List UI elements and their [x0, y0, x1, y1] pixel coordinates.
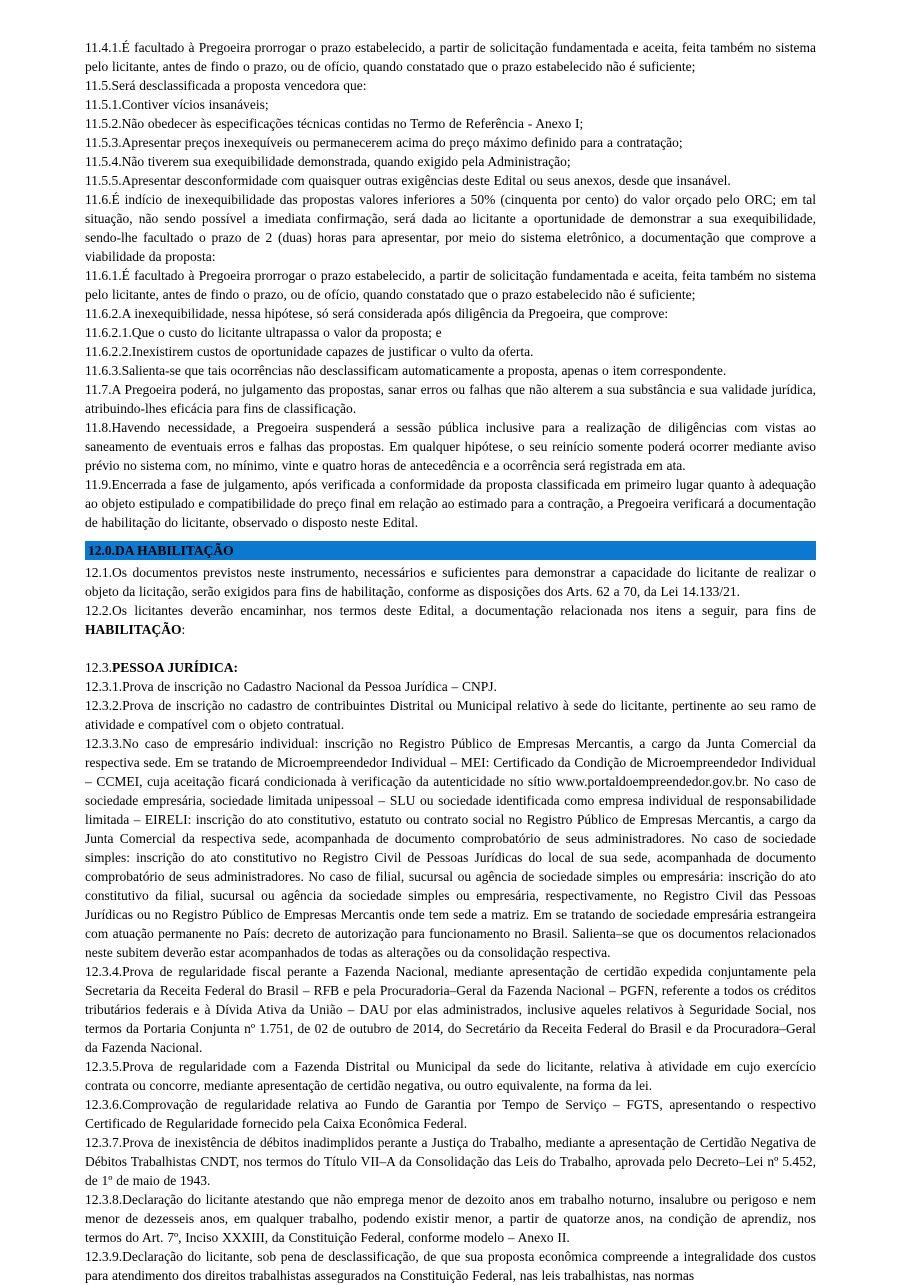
text-run: 11.5.1.Contiver vícios insanáveis;: [85, 97, 269, 112]
blank-line: [85, 639, 816, 658]
paragraph: [85, 342, 816, 361]
text-run: 12.3.3.No caso de empresário individual: inscrição no Registro Público de Empresas Mercantis, a cargo da Junta Comercial da respectiva sede. Em se tratando de Microempreendedor Individual – MEI: Certificado da Condição de Microempreendedor Individual – CCMEI, cuja aceitação ficará condicionada à verificação da autenticidade no sítio www.portaldoempreendedor.gov.br. No caso de sociedade empresária, sociedade limitada unipessoal – SLU ou sociedade identificada como empresa individual de responsabilidade limitada – EIRELI: inscrição do ato constitutivo, estatuto ou contrato social no Registro Público de Empresas Mercantis, a cargo da Junta Comercial da respectiva sede, acompanhada de documento comprobatório de seus administradores. No caso de sociedade simples: inscrição do ato constitutivo no Registro Civil de Pessoas Jurídicas do local de sua sede, acompanhada de documento comprobatório de seus administradores. No caso de filial, sucursal ou agência de sociedade simples ou empresária: inscrição do ato constitutivo da filial, sucursal ou agência da sociedade simples ou empresária, respectivamente, no Registro Civil das Pessoas Jurídicas ou no Registro Público de Empresas Mercantis onde tem sede a matriz. Em se tratando de sociedade empresária estrangeira com atuação permanente no País: decreto de autorização para funcionamento no Brasil. Salienta–se que os documentos relacionados neste subitem deverão estar acompanhados de todas as alterações ou da consolidação respectiva.: [85, 736, 816, 960]
text-run: 11.7.A Pregoeira poderá, no julgamento das propostas, sanar erros ou falhas que não alterem a sua substância e sua validade jurídica, atribuindo-lhes eficácia para fins de classificação.: [85, 382, 816, 416]
paragraph: [85, 361, 816, 380]
paragraph: [85, 190, 816, 266]
text-run: HABILITAÇÃO: [85, 622, 182, 637]
paragraph: [85, 734, 816, 962]
paragraph: [85, 601, 816, 639]
text-run: 11.6.2.2.Inexistirem custos de oportunidade capazes de justificar o vulto da oferta.: [85, 344, 534, 359]
text-run: 11.5.5.Apresentar desconformidade com quaisquer outras exigências deste Edital ou seus anexos, desde que insanável.: [85, 173, 731, 188]
paragraph: [85, 1247, 816, 1285]
paragraph: [85, 304, 816, 323]
section-heading: [85, 541, 816, 560]
paragraph: [85, 677, 816, 696]
paragraph: [85, 133, 816, 152]
text-run: 12.2.Os licitantes deverão encaminhar, nos termos deste Edital, a documentação relacionada nos itens a seguir, para fins de: [85, 603, 816, 618]
paragraph: [85, 475, 816, 532]
paragraph: [85, 1133, 816, 1190]
paragraph: [85, 266, 816, 304]
paragraph: [85, 1057, 816, 1095]
text-run: 11.5.3.Apresentar preços inexequíveis ou permanecerem acima do preço máximo definido para a contratação;: [85, 135, 683, 150]
text-run: 11.6.É indício de inexequibilidade das propostas valores inferiores a 50% (cinquenta por cento) do valor orçado pelo ORC; em tal situação, não sendo possível a imediata confirmação, será dada ao licitante a oportunidade de demonstrar a sua exequibilidade, sendo-lhe facultado o prazo de 2 (duas) horas para apresentar, por meio do sistema eletrônico, a documentação que comprove a viabilidade da proposta:: [85, 192, 816, 264]
text-run: 12.1.Os documentos previstos neste instrumento, necessários e suficientes para demonstrar a capacidade do licitante de realizar o objeto da licitação, serão exigidos para fins de habilitação, conforme as disposições dos Arts. 62 a 70, da Lei 14.133/21.: [85, 565, 816, 599]
text-run: 12.3.1.Prova de inscrição no Cadastro Nacional da Pessoa Jurídica – CNPJ.: [85, 679, 497, 694]
text-run: :: [181, 622, 186, 637]
text-run: 11.5.2.Não obedecer às especificações técnicas contidas no Termo de Referência - Anexo I;: [85, 116, 584, 131]
paragraph: [85, 1190, 816, 1247]
text-run: 11.5.4.Não tiverem sua exequibilidade demonstrada, quando exigido pela Administração;: [85, 154, 571, 169]
paragraph: [85, 76, 816, 95]
text-run: PESSOA JURÍDICA:: [112, 660, 239, 675]
text-run: 11.6.1.É facultado à Pregoeira prorrogar o prazo estabelecido, a partir de solicitação fundamentada e aceita, feita também no sistema pelo licitante, antes de findo o prazo, ou de ofício, quando constatado que o prazo estabelecido não é suficiente;: [85, 268, 816, 302]
text-run: 12.3.7.Prova de inexistência de débitos inadimplidos perante a Justiça do Trabalho, mediante a apresentação de Certidão Negativa de Débitos Trabalhistas CNDT, nos termos do Título VII–A da Consolidação das Leis do Trabalho, aprovada pelo Decreto–Lei nº 5.452, de 1º de maio de 1943.: [85, 1135, 816, 1188]
text-run: 12.3.8.Declaração do licitante atestando que não emprega menor de dezoito anos em trabalho noturno, insalubre ou perigoso e nem menor de dezesseis anos, em qualquer trabalho, podendo existir menor, a partir de quatorze anos, na condição de aprendiz, nos termos do Art. 7º, Inciso XXXIII, da Constituição Federal, conforme modelo – Anexo II.: [85, 1192, 816, 1245]
paragraph: [85, 152, 816, 171]
paragraph: [85, 95, 816, 114]
paragraph: [85, 1095, 816, 1133]
text-run: 11.4.1.É facultado à Pregoeira prorrogar o prazo estabelecido, a partir de solicitação fundamentada e aceita, feita também no sistema pelo licitante, antes de findo o prazo, ou de ofício, quando constatado que o prazo estabelecido não é suficiente;: [85, 40, 816, 74]
text-run: 11.8.Havendo necessidade, a Pregoeira suspenderá a sessão pública inclusive para a realização de diligências com vistas ao saneamento de eventuais erros e falhas das propostas. Em qualquer hipótese, o seu reinício somente poderá ocorrer mediante aviso prévio no sistema com, no mínimo, vinte e quatro horas de antecedência e a ocorrência será registrada em ata.: [85, 420, 816, 473]
text-run: 12.3.9.Declaração do licitante, sob pena de desclassificação, de que sua proposta econômica compreende a integralidade dos custos para atendimento dos direitos trabalhistas assegurados na Constituição Federal, nas leis trabalhistas, nas normas: [85, 1249, 816, 1283]
text-run: 12.3.: [85, 660, 112, 675]
text-run: 11.5.Será desclassificada a proposta vencedora que:: [85, 78, 367, 93]
text-run: 11.6.2.A inexequibilidade, nessa hipótese, só será considerada após diligência da Pregoeira, que comprove:: [85, 306, 669, 321]
text-run: 12.3.6.Comprovação de regularidade relativa ao Fundo de Garantia por Tempo de Serviço – FGTS, apresentando o respectivo Certificado de Regularidade fornecido pela Caixa Econômica Federal.: [85, 1097, 816, 1131]
text-run: 11.6.3.Salienta-se que tais ocorrências não desclassificam automaticamente a proposta, apenas o item correspondente.: [85, 363, 727, 378]
text-run: 11.9.Encerrada a fase de julgamento, após verificada a conformidade da proposta classificada em primeiro lugar quanto à adequação ao objeto estipulado e compatibilidade do preço final em relação ao estimado para a contração, a Pregoeira verificará a documentação de habilitação do licitante, observado o disposto neste Edital.: [85, 477, 816, 530]
paragraph: [85, 418, 816, 475]
text-run: 12.3.2.Prova de inscrição no cadastro de contribuintes Distrital ou Municipal relativo à sede do licitante, pertinente ao seu ramo de atividade e compatível com o objeto contratual.: [85, 698, 816, 732]
paragraph: [85, 658, 816, 677]
paragraph: [85, 323, 816, 342]
text-run: 12.3.4.Prova de regularidade fiscal perante a Fazenda Nacional, mediante apresentação de certidão expedida conjuntamente pela Secretaria da Receita Federal do Brasil – RFB e pela Procuradoria–Geral da Fazenda Nacional – PGFN, referente a todos os créditos tributários federais e à Dívida Ativa da União – DAU por elas administrados, inclusive aqueles relativos à Seguridade Social, nos termos da Portaria Conjunta nº 1.751, de 02 de outubro de 2014, do Secretário da Receita Federal do Brasil e da Procuradora–Geral da Fazenda Nacional.: [85, 964, 816, 1055]
paragraph: [85, 380, 816, 418]
text-run: 12.3.5.Prova de regularidade com a Fazenda Distrital ou Municipal da sede do licitante, relativa à atividade em cujo exercício contrata ou concorre, mediante apresentação de certidão negativa, ou outro equivalente, na forma da lei.: [85, 1059, 816, 1093]
paragraph: [85, 38, 816, 76]
text-run: 11.6.2.1.Que o custo do licitante ultrapassa o valor da proposta; e: [85, 325, 442, 340]
paragraph: [85, 171, 816, 190]
paragraph: [85, 563, 816, 601]
paragraph: [85, 696, 816, 734]
text-run: 12.0.DA HABILITAÇÃO: [88, 543, 234, 558]
paragraph: [85, 114, 816, 133]
document-body: [85, 38, 816, 1285]
paragraph: [85, 962, 816, 1057]
